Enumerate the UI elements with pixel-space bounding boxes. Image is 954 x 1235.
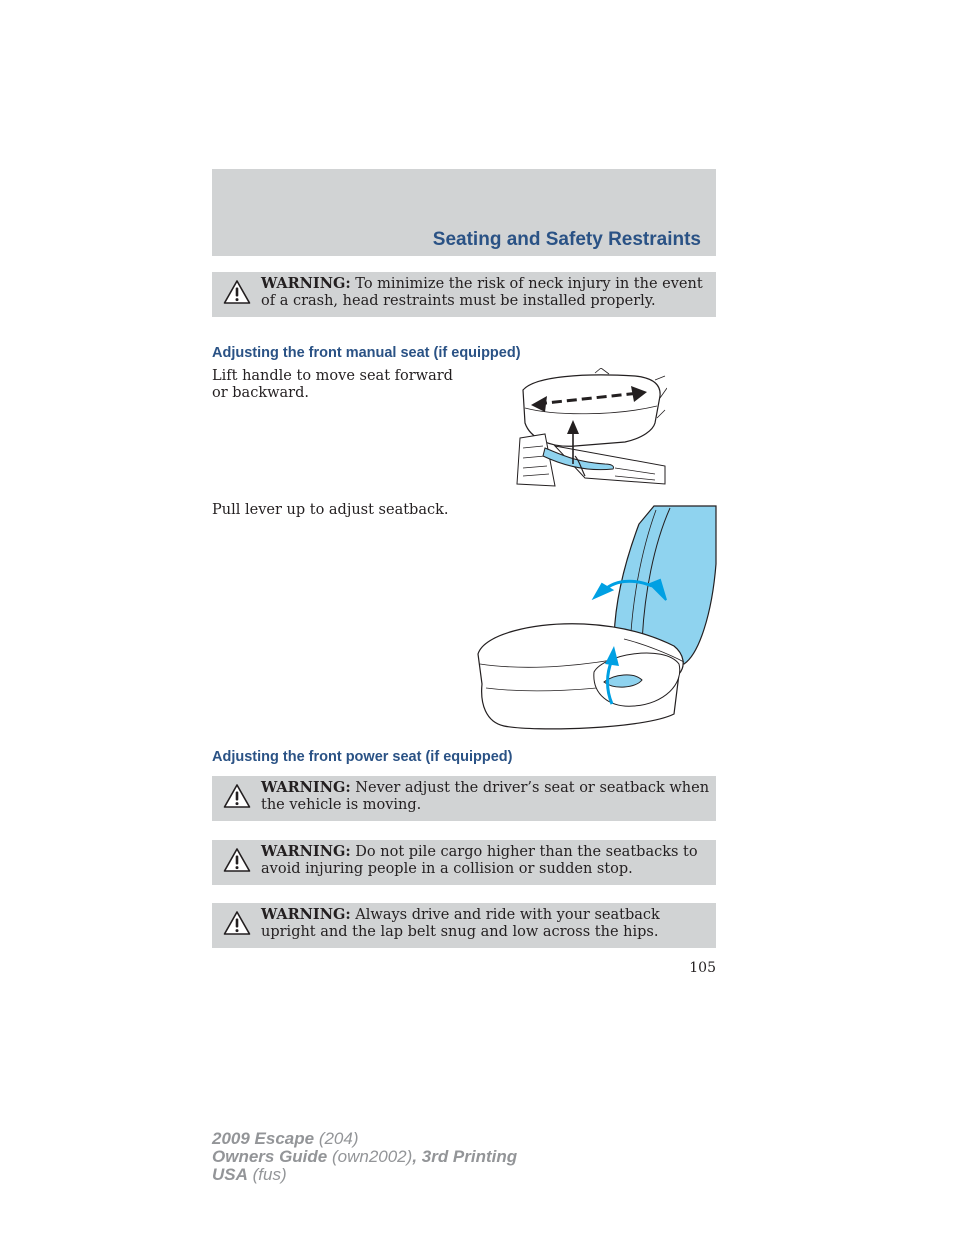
section-header-band xyxy=(212,169,716,256)
warning-box-seat-moving xyxy=(212,776,716,821)
footer-line-guide: Owners Guide (own2002), 3rd Printing xyxy=(212,1147,518,1166)
lift-handle-instruction: Lift handle to move seat forward or backward. xyxy=(212,368,453,401)
seatback-lever-instruction: Pull lever up to adjust seatback. xyxy=(212,502,449,518)
warning-triangle-icon xyxy=(223,783,251,809)
warning-text xyxy=(261,844,710,877)
page-number: 105 xyxy=(689,960,716,976)
power-seat-heading: Adjusting the front power seat (if equipped) xyxy=(212,749,513,765)
warning-body: Never adjust the driver’s seat or seatback when the vehicle is moving. xyxy=(261,780,710,813)
warning-triangle-icon xyxy=(223,279,251,305)
document-footer xyxy=(212,1130,517,1184)
warning-box-neck-injury xyxy=(212,272,716,317)
warning-text xyxy=(261,780,710,813)
footer-line-market: USA (fus) xyxy=(212,1165,287,1184)
seatback-recline-illustration xyxy=(474,504,717,732)
manual-seat-track-illustration xyxy=(515,368,667,488)
warning-body: Do not pile cargo higher than the seatbacks to avoid injuring people in a collision or sudden stop. xyxy=(261,844,698,877)
warning-label: WARNING: xyxy=(261,906,351,923)
warning-label: WARNING: xyxy=(261,843,351,860)
warning-text xyxy=(261,276,710,309)
warning-box-cargo xyxy=(212,840,716,885)
warning-label: WARNING: xyxy=(261,275,351,292)
section-title: Seating and Safety Restraints xyxy=(432,229,701,250)
warning-label: WARNING: xyxy=(261,779,351,796)
warning-body: Always drive and ride with your seatback upright and the lap belt snug and low across the hips. xyxy=(261,907,660,940)
footer-line-model: 2009 Escape (204) xyxy=(212,1129,359,1148)
warning-triangle-icon xyxy=(223,847,251,873)
warning-box-seatback-upright xyxy=(212,903,716,948)
warning-text xyxy=(261,907,710,940)
warning-body: To minimize the risk of neck injury in the event of a crash, head restraints must be installed properly. xyxy=(261,276,703,309)
manual-seat-heading: Adjusting the front manual seat (if equipped) xyxy=(212,345,521,361)
warning-triangle-icon xyxy=(223,910,251,936)
